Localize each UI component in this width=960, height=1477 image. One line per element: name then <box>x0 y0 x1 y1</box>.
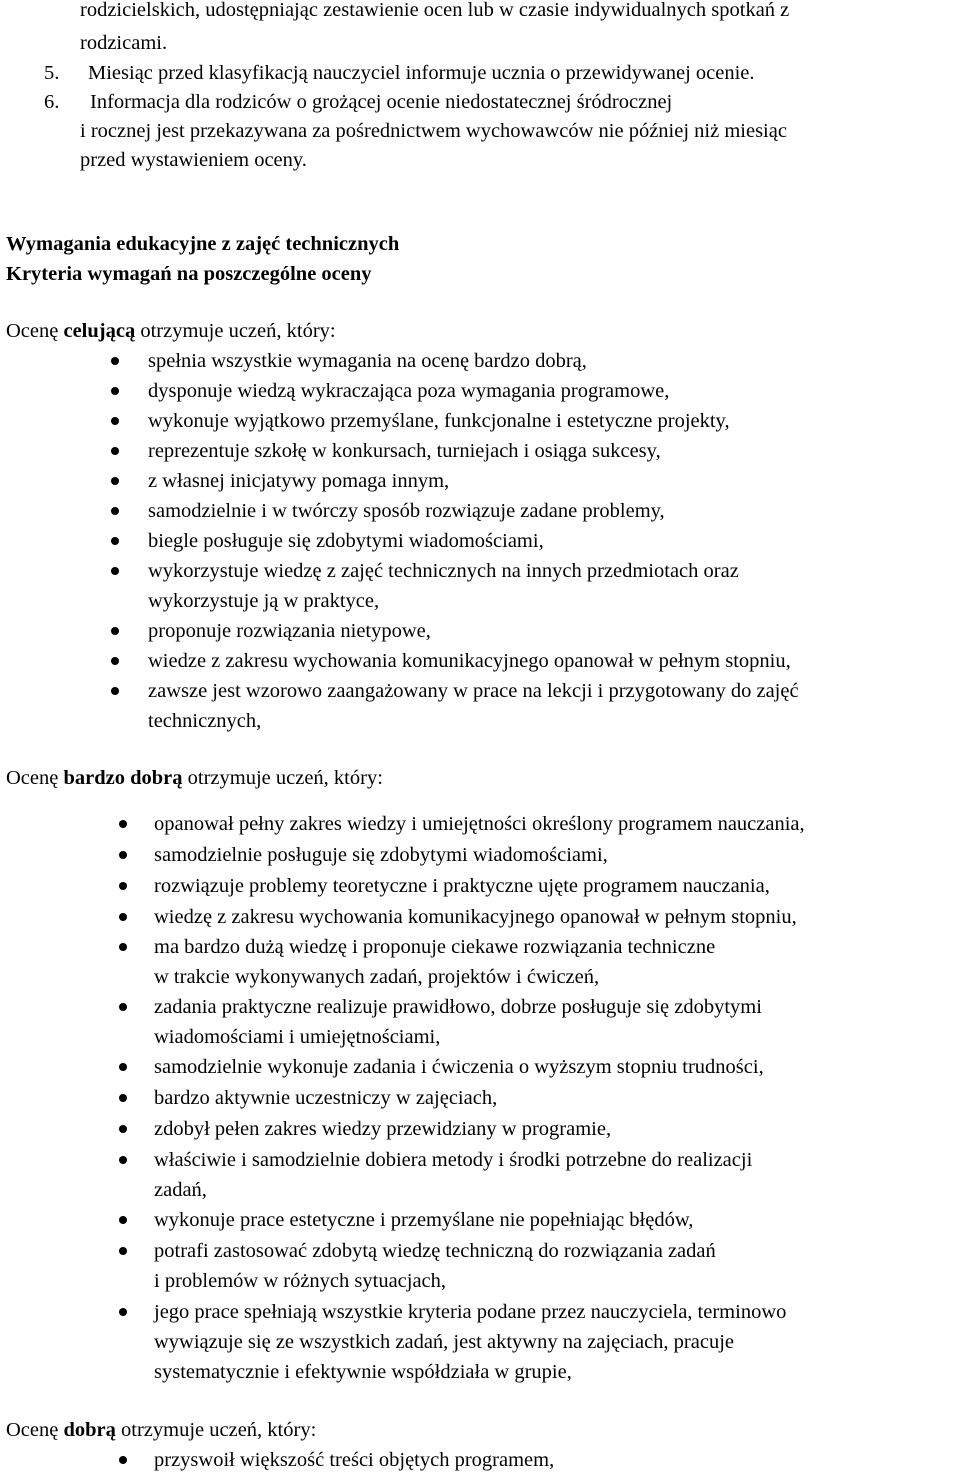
bullet-icon <box>111 357 119 365</box>
grade-prefix: Ocenę <box>6 1419 64 1441</box>
bullet-icon <box>111 687 119 695</box>
list-item-6-line-3: przed wystawieniem oceny. <box>80 149 307 171</box>
bullet-icon <box>119 1247 127 1255</box>
list-item-5-text: Miesiąc przed klasyfikacją nauczyciel informuje ucznia o przewidywanej ocenie. <box>88 62 755 84</box>
intro-line-2: rodzicami. <box>80 32 168 54</box>
bullet-icon <box>111 417 119 425</box>
list-item: reprezentuje szkołę w konkursach, turniejach i osiąga sukcesy, <box>148 440 661 462</box>
list-item-continuation: zadań, <box>154 1179 207 1201</box>
bullet-icon <box>111 567 119 575</box>
bullet-icon <box>119 1456 127 1464</box>
grade-suffix: otrzymuje uczeń, który: <box>115 1419 317 1441</box>
bullet-icon <box>119 1156 127 1164</box>
document-subtitle: Kryteria wymagań na poszczególne oceny <box>6 263 372 285</box>
list-item: wykonuje wyjątkowo przemyślane, funkcjonalne i estetyczne projekty, <box>148 410 730 432</box>
grade-name: bardzo dobrą <box>63 767 183 789</box>
list-item: właściwie i samodzielnie dobiera metody i środki potrzebne do realizacji <box>154 1149 753 1171</box>
list-item: z własnej inicjatywy pomaga innym, <box>148 470 450 492</box>
list-item: samodzielnie posługuje się zdobytymi wiadomościami, <box>154 844 608 866</box>
list-item-6-line-1: Informacja dla rodziców o grożącej ocenie niedostatecznej śródrocznej <box>90 91 673 113</box>
bullet-icon <box>119 851 127 859</box>
list-item: opanował pełny zakres wiedzy i umiejętności określony programem nauczania, <box>154 813 805 835</box>
bullet-icon <box>119 1308 127 1316</box>
list-item: przyswoił większość treści objętych programem, <box>154 1449 555 1471</box>
list-item: bardzo aktywnie uczestniczy w zajęciach, <box>154 1087 498 1109</box>
document-title: Wymagania edukacyjne z zajęć technicznych <box>6 233 400 255</box>
grade-heading-bardzo-dobra <box>6 768 383 789</box>
list-item: spełnia wszystkie wymagania na ocenę bardzo dobrą, <box>148 350 587 372</box>
grade-heading-dobra <box>6 1420 316 1441</box>
list-item-6-line-2: i rocznej jest przekazywana za pośrednictwem wychowawców nie później niż miesiąc <box>80 120 787 142</box>
list-item-continuation: wykorzystuje ją w praktyce, <box>148 590 380 612</box>
list-item: zdobył pełen zakres wiedzy przewidziany w programie, <box>154 1118 612 1140</box>
list-item: samodzielnie i w twórczy sposób rozwiązuje zadane problemy, <box>148 500 665 522</box>
bullet-icon <box>119 882 127 890</box>
grade-heading-celujaca <box>6 321 336 342</box>
list-item-continuation: wiadomościami i umiejętnościami, <box>154 1026 441 1048</box>
bullet-icon <box>119 943 127 951</box>
bullet-icon <box>119 820 127 828</box>
bullet-icon <box>119 1094 127 1102</box>
list-item-continuation: i problemów w różnych sytuacjach, <box>154 1270 447 1292</box>
list-item: wykorzystuje wiedzę z zajęć technicznych na innych przedmiotach oraz <box>148 560 739 582</box>
bullet-icon <box>111 507 119 515</box>
list-item: ma bardzo dużą wiedzę i proponuje ciekawe rozwiązania techniczne <box>154 936 716 958</box>
bullet-icon <box>119 1003 127 1011</box>
grade-suffix: otrzymuje uczeń, który: <box>182 767 383 789</box>
list-item: jego prace spełniają wszystkie kryteria podane przez nauczyciela, terminowo <box>154 1301 787 1323</box>
list-number-5: 5. <box>44 62 60 84</box>
bullet-icon <box>119 1216 127 1224</box>
grade-name: dobrą <box>63 1419 116 1441</box>
list-item-continuation: w trakcie wykonywanych zadań, projektów i ćwiczeń, <box>154 966 600 988</box>
list-item: potrafi zastosować zdobytą wiedzę techniczną do rozwiązania zadań <box>154 1240 716 1262</box>
list-item: biegle posługuje się zdobytymi wiadomościami, <box>148 530 544 552</box>
list-item-continuation: technicznych, <box>148 710 262 732</box>
list-item-continuation: wywiązuje się ze wszystkich zadań, jest aktywny na zajęciach, pracuje <box>154 1331 735 1353</box>
bullet-icon <box>119 1125 127 1133</box>
bullet-icon <box>111 447 119 455</box>
bullet-icon <box>119 913 127 921</box>
list-item: dysponuje wiedzą wykraczająca poza wymagania programowe, <box>148 380 670 402</box>
bullet-icon <box>111 477 119 485</box>
grade-name: celującą <box>63 320 136 342</box>
grade-suffix: otrzymuje uczeń, który: <box>135 320 336 342</box>
bullet-icon <box>111 537 119 545</box>
list-item: wiedze z zakresu wychowania komunikacyjnego opanował w pełnym stopniu, <box>148 650 791 672</box>
grade-prefix: Ocenę <box>6 320 64 342</box>
list-item: zawsze jest wzorowo zaangażowany w prace na lekcji i przygotowany do zajęć <box>148 680 799 702</box>
bullet-icon <box>111 387 119 395</box>
bullet-icon <box>111 657 119 665</box>
list-item: wiedzę z zakresu wychowania komunikacyjnego opanował w pełnym stopniu, <box>154 906 797 928</box>
list-item: rozwiązuje problemy teoretyczne i praktyczne ujęte programem nauczania, <box>154 875 770 897</box>
list-item-continuation: systematycznie i efektywnie współdziała w grupie, <box>154 1361 572 1383</box>
list-item: samodzielnie wykonuje zadania i ćwiczenia o wyższym stopniu trudności, <box>154 1056 764 1078</box>
list-item: zadania praktyczne realizuje prawidłowo, dobrze posługuje się zdobytymi <box>154 996 762 1018</box>
list-number-6: 6. <box>44 91 60 113</box>
list-item: wykonuje prace estetyczne i przemyślane nie popełniając błędów, <box>154 1209 694 1231</box>
bullet-icon <box>119 1063 127 1071</box>
intro-line-1: rodzicielskich, udostępniając zestawienie ocen lub w czasie indywidualnych spotkań z <box>80 0 790 21</box>
bullet-icon <box>111 627 119 635</box>
list-item: proponuje rozwiązania nietypowe, <box>148 620 431 642</box>
grade-prefix: Ocenę <box>6 767 64 789</box>
